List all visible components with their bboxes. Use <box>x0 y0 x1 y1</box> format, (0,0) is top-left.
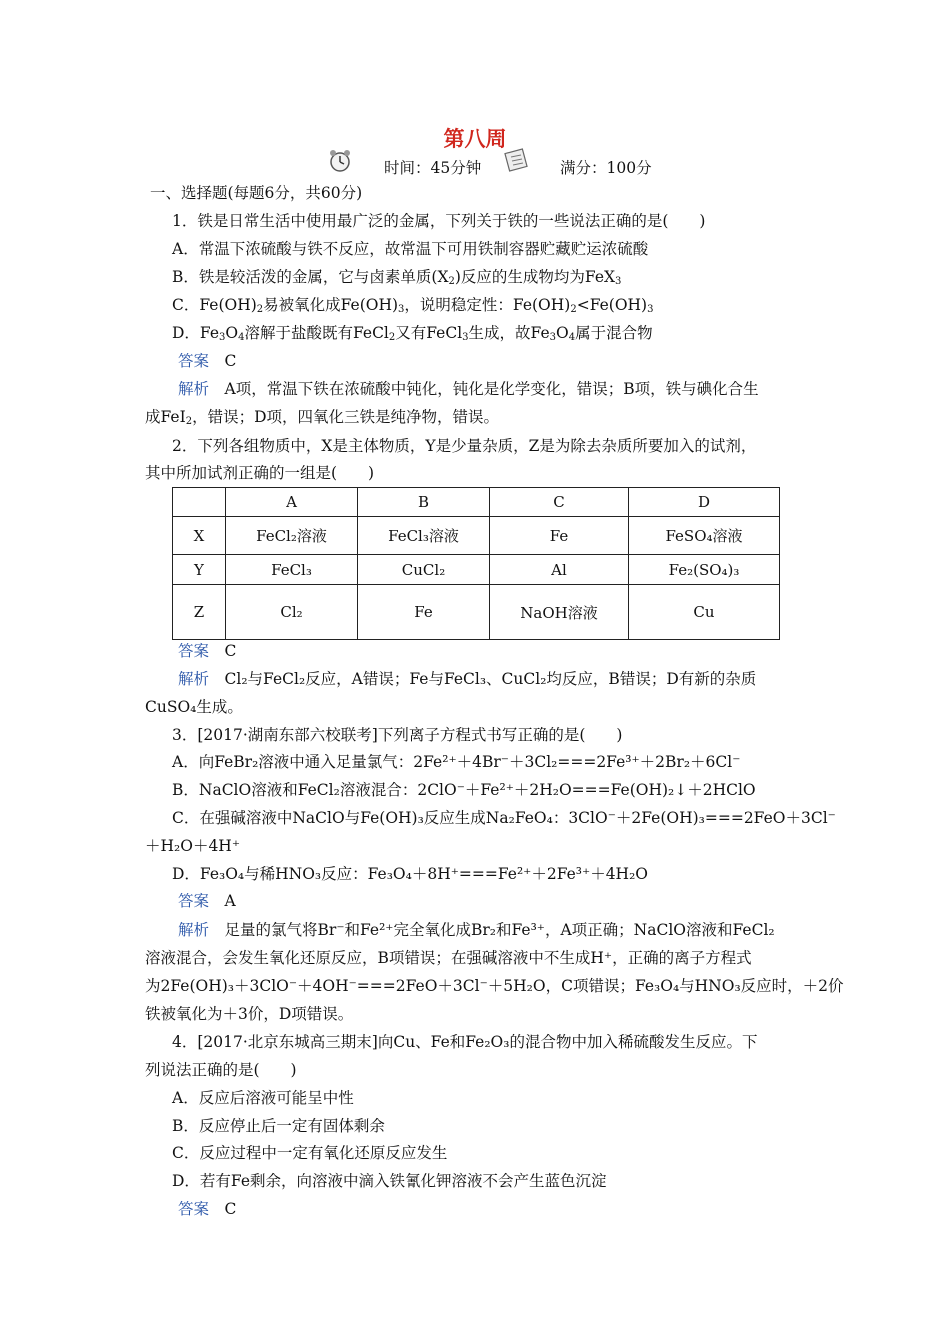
q3-option-a: A．向FeBr₂溶液中通入足量氯气：2Fe²⁺＋4Br⁻＋3Cl₂===2Fe³⁺＋2Br₂＋6Cl⁻ <box>172 753 741 771</box>
q1-analysis-line1: 解析 A项，常温下铁在浓硫酸中钝化，钝化是化学变化，错误；B项，铁与碘化合生 <box>178 380 759 398</box>
alarm-clock-icon <box>328 148 352 174</box>
table-row: X FeCl₂溶液 FeCl₃溶液 Fe FeSO₄溶液 <box>173 517 780 555</box>
full-score: 满分：100分 <box>560 159 652 177</box>
q4-option-b: B．反应停止后一定有固体剩余 <box>172 1117 385 1135</box>
time-limit: 时间：45分钟 <box>384 159 482 177</box>
q4-option-c: C．反应过程中一定有氧化还原反应发生 <box>172 1144 448 1162</box>
q3-option-b: B．NaClO溶液和FeCl₂溶液混合：2ClO⁻＋Fe²⁺＋2H₂O===Fe(OH)₂↓＋2HClO <box>172 781 756 799</box>
q4-stem-line2: 列说法正确的是( ) <box>145 1061 297 1079</box>
table-row: Y FeCl₃ CuCl₂ Al Fe₂(SO₄)₃ <box>173 555 780 585</box>
q3-option-c-line2: ＋H₂O＋4H⁺ <box>145 837 240 855</box>
test-paper-icon <box>504 148 530 172</box>
q4-answer: 答案 C <box>178 1200 237 1218</box>
q1-option-a: A．常温下浓硫酸与铁不反应，故常温下可用铁制容器贮藏贮运浓硫酸 <box>172 240 649 258</box>
q1-answer: 答案 C <box>178 352 237 370</box>
q4-option-d: D．若有Fe剩余，向溶液中滴入铁氰化钾溶液不会产生蓝色沉淀 <box>172 1172 607 1190</box>
section-heading: 一、选择题(每题6分，共60分) <box>150 184 363 202</box>
table-row: A B C D <box>173 488 780 517</box>
q4-stem-line1: 4．[2017·北京东城高三期末]向Cu、Fe和Fe₂O₃的混合物中加入稀硫酸发生反应。下 <box>172 1033 758 1051</box>
q3-answer: 答案 A <box>178 892 236 910</box>
table-row: Z Cl₂ Fe NaOH溶液 Cu <box>173 585 780 640</box>
q3-option-d: D．Fe₃O₄与稀HNO₃反应：Fe₃O₄＋8H⁺===Fe²⁺＋2Fe³⁺＋4H₂O <box>172 865 648 883</box>
q3-analysis-line3: 为2Fe(OH)₃＋3ClO⁻＋4OH⁻===2FeO＋3Cl⁻＋5H₂O，C项错误；Fe₃O₄与HNO₃反应时，＋2价 <box>145 977 844 995</box>
q2-stem-line1: 2．下列各组物质中，X是主体物质，Y是少量杂质，Z是为除去杂质所要加入的试剂， <box>172 437 757 455</box>
q1-analysis-line2: 成FeI$_2$，错误；D项，四氧化三铁是纯净物，错误。 <box>145 408 500 427</box>
q1-stem: 1．铁是日常生活中使用最广泛的金属，下列关于铁的一些说法正确的是( ) <box>172 212 706 230</box>
q3-analysis-line2: 溶液混合，会发生氧化还原反应，B项错误；在强碱溶液中不生成H⁺，正确的离子方程式 <box>145 949 752 967</box>
q2-analysis-line2: CuSO₄生成。 <box>145 698 243 716</box>
q2-analysis-line1: 解析 Cl₂与FeCl₂反应，A错误；Fe与FeCl₃、CuCl₂均反应，B错误；D有新的杂质 <box>178 670 757 688</box>
q2-answer: 答案 C <box>178 642 237 660</box>
q3-option-c-line1: C．在强碱溶液中NaClO与Fe(OH)₃反应生成Na₂FeO₄：3ClO⁻＋2Fe(OH)₃===2FeO＋3Cl⁻ <box>172 809 836 827</box>
q3-analysis-line4: 铁被氧化为＋3价，D项错误。 <box>145 1005 354 1023</box>
q2-table <box>172 487 780 640</box>
q1-option-d: D．$Fe_3O_4$溶解于盐酸既有FeCl$_2$又有FeCl$_3$生成，故$Fe_3O_4$属于混合物 <box>172 324 653 343</box>
q1-option-c: C．$Fe(OH)_2$易被氧化成$Fe(OH)_3$，说明稳定性：$Fe(OH)_2<Fe(OH)_3$ <box>172 296 654 315</box>
q4-option-a: A．反应后溶液可能呈中性 <box>172 1089 354 1107</box>
q3-stem: 3．[2017·湖南东部六校联考]下列离子方程式书写正确的是( ) <box>172 726 623 744</box>
q3-analysis-line1: 解析 足量的氯气将Br⁻和Fe²⁺完全氧化成Br₂和Fe³⁺，A项正确；NaClO溶液和FeCl₂ <box>178 921 775 939</box>
q1-option-b: B．铁是较活泼的金属，它与卤素单质$(X_2)$反应的生成物均为FeX$_3$ <box>172 268 622 287</box>
q2-stem-line2: 其中所加试剂正确的一组是( ) <box>145 464 375 482</box>
page-title: 第八周 <box>443 127 507 151</box>
